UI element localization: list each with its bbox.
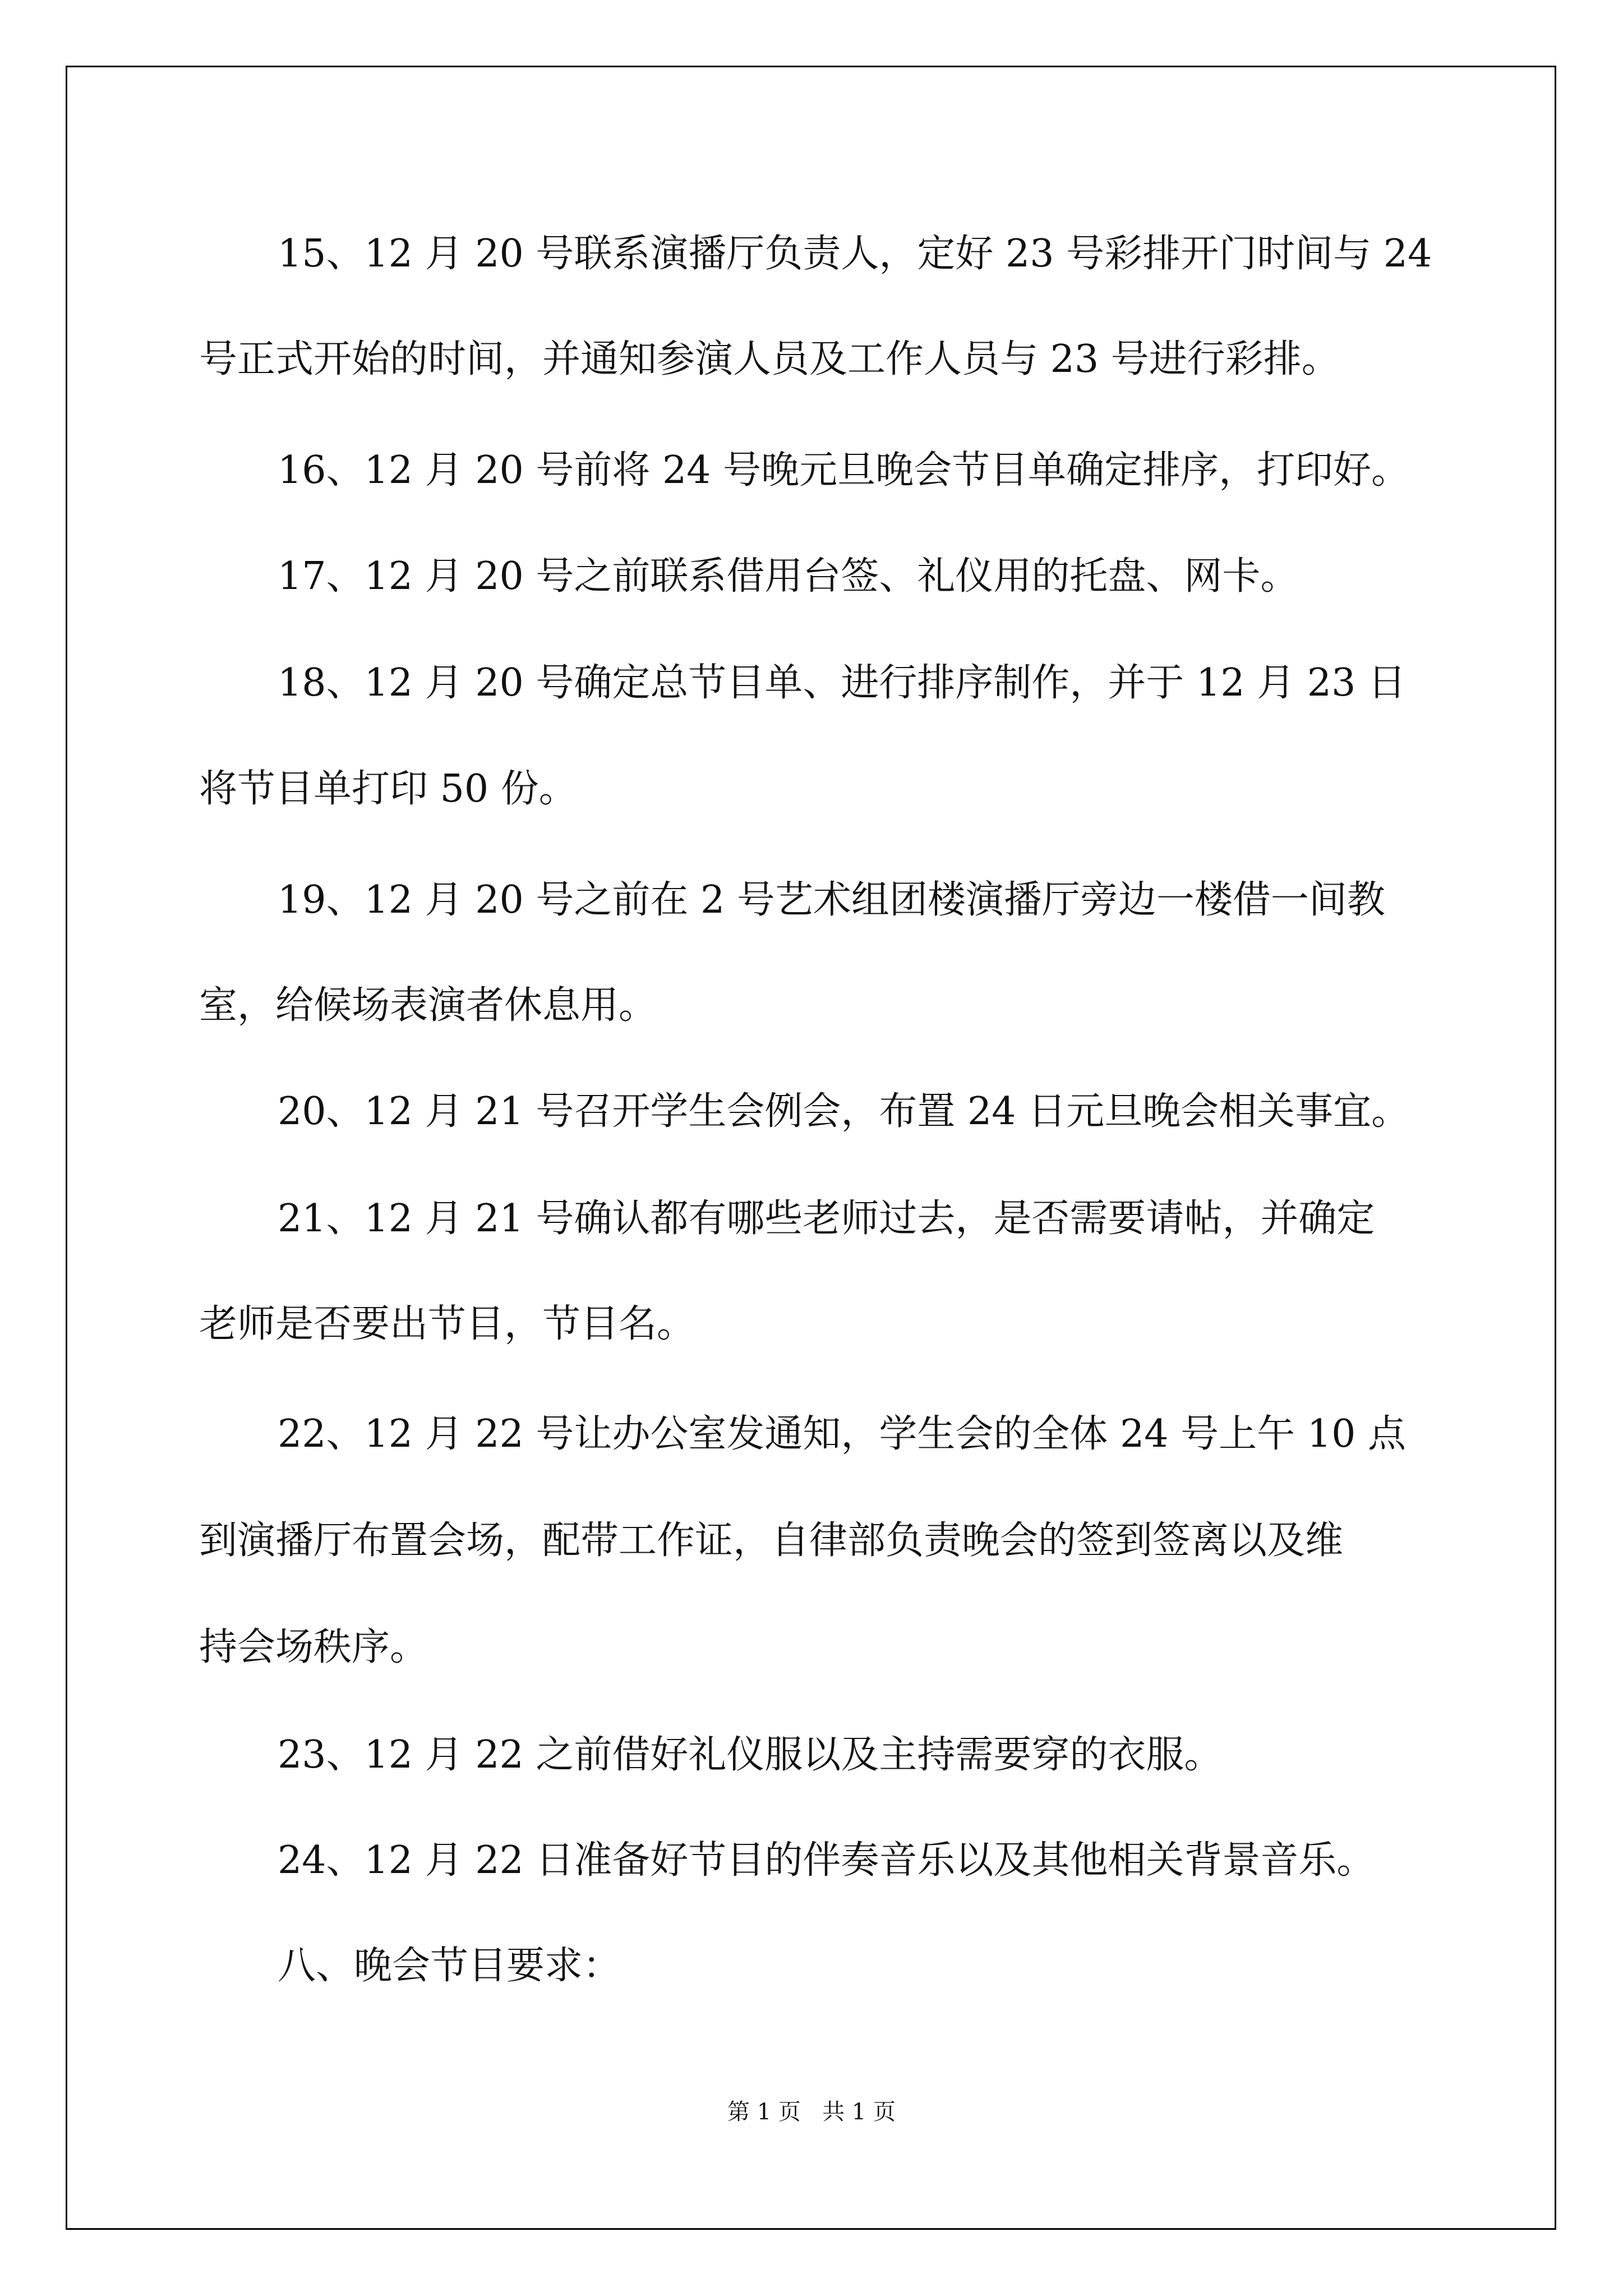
page-number-footer: 第 1 页 共 1 页 <box>727 2099 896 2125</box>
page-border <box>66 66 1556 2230</box>
paragraph-24-line-1: 24、12 月 22 日准备好节目的伴奏音乐以及其他相关背景音乐。 <box>278 1838 1375 1883</box>
paragraph-15-line-1: 15、12 月 20 号联系演播厅负责人，定好 23 号彩排开门时间与 24 <box>278 232 1432 276</box>
paragraph-22-line-1: 22、12 月 22 号让办公室发通知，学生会的全体 24 号上午 10 点 <box>278 1412 1406 1456</box>
paragraph-18-line-1: 18、12 月 20 号确定总节目单、进行排序制作，并于 12 月 23 日 <box>278 661 1406 705</box>
paragraph-16-line-1: 16、12 月 20 号前将 24 号晚元旦晚会节目单确定排序，打印好。 <box>278 448 1410 493</box>
paragraph-20-line-1: 20、12 月 21 号召开学生会例会，布置 24 日元旦晚会相关事宜。 <box>278 1089 1410 1134</box>
paragraph-21-line-2: 老师是否要出节目，节目名。 <box>199 1302 695 1346</box>
paragraph-22-line-2: 到演播厅布置会场，配带工作证，自律部负责晚会的签到签离以及维 <box>199 1519 1344 1563</box>
paragraph-15-line-2: 号正式开始的时间，并通知参演人员及工作人员与 23 号进行彩排。 <box>199 337 1340 381</box>
paragraph-17-line-1: 17、12 月 20 号之前联系借用台签、礼仪用的托盘、网卡。 <box>278 554 1299 599</box>
paragraph-21-line-1: 21、12 月 21 号确认都有哪些老师过去，是否需要请帖，并确定 <box>278 1197 1375 1241</box>
paragraph-19-line-1: 19、12 月 20 号之前在 2 号艺术组团楼演播厅旁边一楼借一间教 <box>278 878 1385 922</box>
section-heading-8: 八、晚会节目要求： <box>278 1944 621 1988</box>
paragraph-18-line-2: 将节目单打印 50 份。 <box>199 767 577 811</box>
paragraph-23-line-1: 23、12 月 22 之前借好礼仪服以及主持需要穿的衣服。 <box>278 1733 1223 1777</box>
paragraph-22-line-3: 持会场秩序。 <box>199 1625 428 1669</box>
paragraph-19-line-2: 室，给候场表演者休息用。 <box>199 983 657 1028</box>
